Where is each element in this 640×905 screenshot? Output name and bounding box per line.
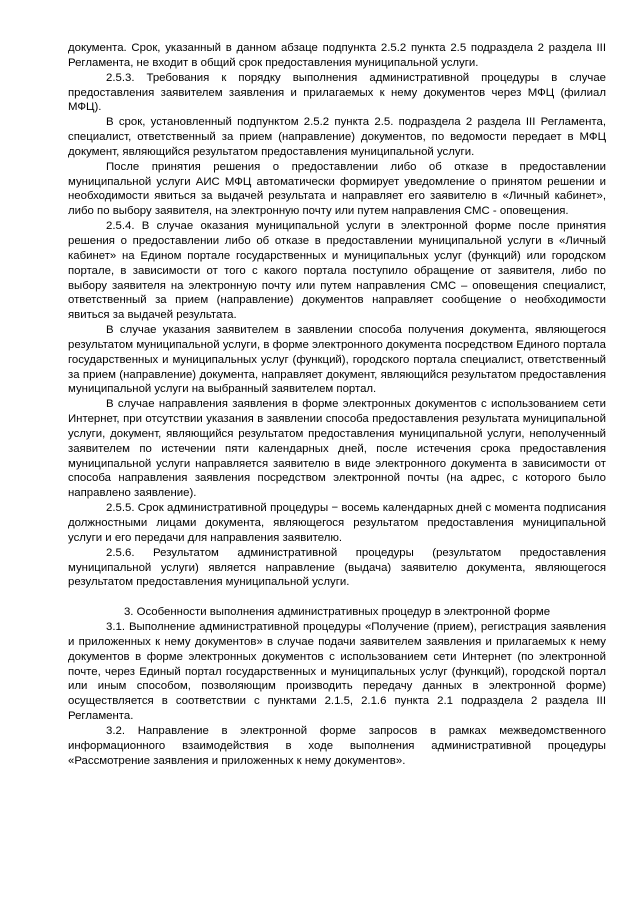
paragraph-2-5-3: 2.5.3. Требования к порядку выполнения административной процедуры в случае предоставления заявителем заявления и прилагаемых к нему документов через МФЦ (филиал МФЦ). [68,71,606,114]
paragraph-internet-submission: В случае направления заявления в форме электронных документов с использованием сети Интернет, при отсутствии указания в заявлении способа предоставления результата муниципальной услуги, документ, являющийся результатом предоставления муниципальной услуги, неполученный заявителем по истечении пяти календарных дней, после истечения срока предоставления муниципальной услуги направляется заявителю в виде электронного документа в зависимости от способа направления заявления посредством электронной почты (на адрес, с которого было направлено заявление). [68,398,606,500]
paragraph-3-2: 3.2. Направление в электронной форме запросов в рамках межведомственного информационного взаимодействия в ходе выполнения административной процедуры «Рассмотрение заявления и приложенных к нему документов». [68,724,606,767]
document-body [68,41,606,769]
paragraph-3-1: 3.1. Выполнение административной процедуры «Получение (прием), регистрация заявления и приложенных к нему документов» в случае подачи заявителем заявления и прилагаемых к нему документов в форме электронных документов с использованием сети Интернет (по электронной почте, через Единый портал государственных и муниципальных услуг (функций), городской портал или иным способом, позволяющим производить передачу данных в электронной форме) осуществляется в соответствии с пунктами 2.1.5, 2.1.6 пункта 2.1 подраздела 2 раздела III Регламента. [68,621,606,723]
paragraph-2-5-6: 2.5.6. Результатом административной процедуры (результатом предоставления муниципальной услуги) является направление (выдача) заявителю документа, являющегося результатом предоставления муниципальной услуги. [68,546,606,589]
paragraph-2-5-5: 2.5.5. Срок административной процедуры − восемь календарных дней с момента подписания должностными лицами документа, являющегося результатом предоставления муниципальной услуги и его передачи для направления заявителю. [68,502,606,544]
section-heading: 3. Особенности выполнения административных процедур в электронной форме [123,606,551,619]
paragraph-continuation: документа. Срок, указанный в данном абзаце подпункта 2.5.2 пункта 2.5 подраздела 2 раздела III Регламента, не входит в общий срок предоставления муниципальной услуги. [68,42,606,69]
paragraph-2-5-4: 2.5.4. В случае оказания муниципальной услуги в электронной форме после принятия решения о предоставлении либо об отказе в предоставлении муниципальной услуги в «Личный кабинет» на Едином портале государственных и муниципальных услуг (функций) или городском портале, в зависимости от того с какого портала поступило обращение от заявителя, либо по выбору заявителя на электронную почту или путем направления СМС – оповещения специалист, ответственный за прием (направление) документов направляет сообщение о необходимости явиться за выдачей результата. [68,220,606,322]
paragraph-transfer-to-mfc: В срок, установленный подпунктом 2.5.2 пункта 2.5. подраздела 2 раздела III Регламента, специалист, ответственный за прием (направление) документов, по ведомости передает в МФЦ документ, являющийся результатом предоставления муниципальной услуги. [68,116,606,158]
paragraph-electronic-result: В случае указания заявителем в заявлении способа получения документа, являющегося результатом муниципальной услуги, в форме электронного документа посредством Единого портала государственных и муниципальных услуг (функций), городского портала специалист, ответственный за прием (направление) документа, направляет документ, являющийся результатом предоставления муниципальной услуги на выбранный заявителем портал. [68,324,606,396]
paragraph-notification: После принятия решения о предоставлении либо об отказе в предоставлении муниципальной услуги АИС МФЦ автоматически формирует уведомление о принятом решении и необходимости явиться за выдачей результата и направляет его заявителю в «Личный кабинет», либо по выбору заявителя, на электронную почту или путем направления СМС - оповещения. [68,160,606,218]
